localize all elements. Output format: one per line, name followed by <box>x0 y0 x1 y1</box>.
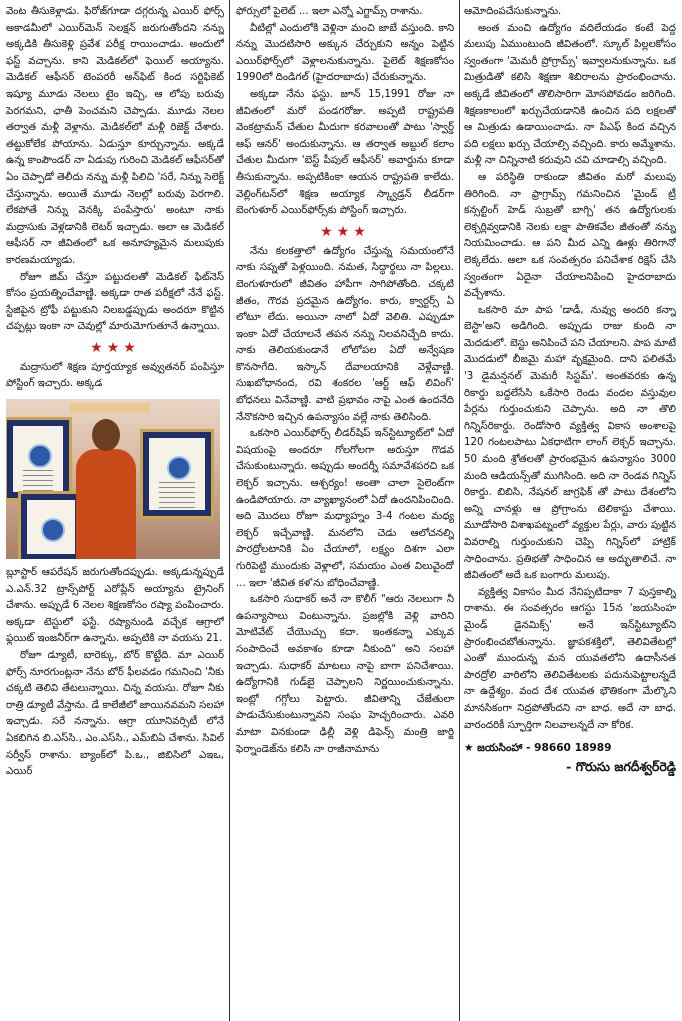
seal-icon <box>167 456 191 480</box>
person-photo <box>6 399 220 559</box>
paragraph: ఆ పరిస్థితి రాకుండా జీవితం మరో మలుపు తిరిగింది. నా ఫ్రాగ్రామ్స్ గమనించిన 'మైండ్ ట్రీ కన్సల్టింగ్ హెడ్ సుబ్రతో బాగ్చి' తన ఉద్యోగులకు లెక్చర్లివ్వడానికి నెలకు లక్షా పాతికవేల జీతంతో నన్ను నియమించాడు. ఆ పని మీద ఎన్ని ఊళ్లు తిరిగానో లెక్కలేదు. అలా ఒక సంవత్సరం పనిచేశాక రిక్షెస్ చేసి స్వంతంగా ఏదైనా చేయాలనిపించి హైదరాబాదు వచ్చేశాను. <box>464 171 676 300</box>
paragraph: అంత మంచి ఉద్యోగం వదిలేయడం కంటే పెద్ద మలుపు ఏముంటుంది జీవితంలో. స్కూల్ పిల్లలకోసం స్వంతంగా 'మెమరీ ప్రోగ్రామ్స్' ఇవ్వాలనుకున్నాను. ఒక మిత్రుడితో కలిసి శిక్షణా శిబిరాలను ప్రారంభించాను. అక్కడే జీవితంలో తొలిసారిగా మోసపోవడం జరిగింది. శిక్షణకాలంలో ఖర్చుచేయడానికి ఉంచిన పది లక్షలతో ఆ మిత్రుడు ఉడాయించాడు. నా పిఎఫ్ కింద వచ్చిన పది లక్షలు ఖర్చు చేయాల్సి వచ్చింది. కారు అమ్మేశాను. మళ్లీ నా చిన్నినాటి కరువుని చవి చూడాల్సి వచ్చింది. <box>464 22 676 167</box>
paragraph: ఒకసారి సుధాకర్ అనే నా కొలీగ్ "ఆరు నెలలుగా నీ ఉపన్యాసాలు వింటున్నాను. ప్రజల్లోకి వెళ్లి వారిని మోటివేట్ చేయొచ్చు కదా. ఇంతకన్నా ఎక్కువ సంపాదించే అవకాశం కూడా నీకుంది" అని సలహా ఇచ్చాడు. సుధాకర్ మాటలు నాపై బాగా పనిచేశాయి. ఉద్యోగానికి గుడ్‌బై చెప్పాలని నిర్ణయించుకున్నాను. ఇంట్లో గగ్గోలు పెట్టారు. జీవితాన్ని చేజేతులా పాడుచేసుకుంటున్నావని సంఘ హెచ్చరించారు. ఎవరి మాటా వినకుండా ఢిల్లీ వెళ్లి డిఫెన్స్ మంత్రి జార్జి ఫెర్నాండెజ్‌ను కలిసి నా రాజీనామాను <box>236 594 454 755</box>
paragraph: ఒకసారి మా పాప 'డాడీ, నువ్వు అందరి కన్నా బెస్టా'అని అడిగింది. అప్పుడు రాజు కుంది నా మెదడులో. బెస్టు అనిపించే పని చేయాలని. పాప మాటే మొదడులో బీజమై మహా వృక్షమైంది. దాని ఫలితమే '3 డైమన్షనల్ మెమరీ సిస్టమ్'. అంతవరకు ఉన్న రికార్డు బద్దలేసేసి ఒకేసారి రెండు వందల వస్తువుల పేర్లను గుర్తుంచుకుని చెప్పాను. అది నా తొలి గిన్నిస్‌రికార్డు. రెండోసారి వ్యక్తిత్వ వికాస అంశాలపై 120 గంటలపాటు ఏకధాటిగా లాంగ్ లెక్చర్ ఇచ్చాను. 50 మంది శ్రోతలతో ప్రారంభమైన ఉపన్యాసం 3000 మంది ఆడియన్స్‌తో ముగిసింది. అది నా రెండవ గిన్నిస్ రికార్డు. బిబిసి, నేషనల్ జాగ్రఫిక్ తో పాటు దేశంలోని అన్ని చానళ్లు ఆ ప్రోగ్రాంను టెలికాస్టు చేశాయి. మూడోసారి విశాఖపట్నంలో వ్యక్తుల పేర్లు, వారు పుట్టిన వివరాల్ని గుర్తుంచుకుని చెప్పి గిన్నిస్‌లో హాట్రిక్ సాధించాను. ప్రతిభతో సాధించిన ఆ అద్భుతాలిచే. నా జీవితంలో అదే ఒక బంగారు మలుపు. <box>464 304 676 582</box>
column-divider <box>459 0 460 1021</box>
paragraph: అక్కడా నేను ఫస్టు. జూన్ 15,1991 రోజు నా జీవితంలో మరో పండగరోజు. అప్పటి రాష్ట్రపతి వెంకట్రామన్ చేతుల మీదుగా కరవాలంతో పాటు 'స్వార్డ్ ఆఫ్ ఆనర్' అందుకున్నాను. ఆ తర్వాత అబ్దుల్ కలాం చేతుల మీదుగా 'బెస్ట్ పీపుల్ ఆఫీసర్' అవార్డును కూడా తీసుకున్నాను. అప్పటికింకా ఆయన రాష్ట్రపతి కాలేదు. వెల్లింగ్‌టన్‌లో శిక్షణ అయ్యాక స్క్వాడ్రన్ లీడర్‌గా బెంగుళూర్ ఎయిర్‌ఫోర్స్‌కు పోస్టింగ్ ఇచ్చారు. <box>236 88 454 217</box>
paragraph: వీటిల్లో ఎందులోకి వెళ్లినా మంచి జాబే వస్తుంది. కాని నన్ను మొదటిసారి అక్కున చేర్చుకుని అన్నం పెట్టిన ఎయిర్‌ఫోర్స్‌లో వెళ్లాలనుకున్నాను. పైలెట్ శిక్షణకోసం 1990లో దిండిగల్ (హైదరాబాదు) చేరుకున్నాను. <box>236 22 454 84</box>
paragraph: వెంట తీసుకెళ్లాడు. ఫిరోజ్‌గూడా దగ్గరున్న ఎయిర్ ఫోర్స్ అకాడమీలో ఎయిర్‌మెన్ సెలక్షన్ జరుగుతోందని నన్ను అక్కడికి తీసుకెళ్లి ప్రవేశ పరీక్ష రాయించాడు. అందులో ఫస్ట్ వచ్చాను. కాని మెడికల్‌లో ఫెయిల్ అయ్యాను. మెడికల్ ఆఫీసర్ టెంపరరీ అన్‌ఫిట్ కింద సర్టిఫికెట్ ఇష్యూ మూడు నెలలు టైం ఇచ్చి, ఆ లోపు బరువు పెరగమని, ఛాతీ పెంచమని చెప్పాడు. మూడు నెలల తర్వాత మళ్లీ వెళ్లాను. మెడికల్‌లో మళ్లీ రిజెక్ట్ చేశారు. తట్టుకోలేక పోయాను. ఏడుస్తూ కూర్చున్నాను. అక్కడే ఉన్న కాంపౌండర్ నా ఏడుపు గురించి మెడికల్ ఆఫీసర్‌తో ఏం చెప్పాడో తెలీదు నన్ను మళ్లీ పిలిచి 'సరే, నిన్ను సెలెక్ట్ చేస్తున్నాను. అయితే మూడు నెలల్లో బరువు పెరగాలి. లేకపోతే నిన్ను వెనక్కి పంపేస్తారు' అంటూ నాకు మద్రాసుకు వెళ్లడానికి లెటర్ ఇచ్చాడు. అలా ఆ మెడికల్ ఆఫీసర్ నా జీవితంలో ఒక అనూహ్యమైన మలుపుకు కారణమయ్యాడు. <box>6 6 224 266</box>
contact-phone: ★ జయసింహా - 98660 18989 <box>464 742 612 755</box>
paragraph: మద్రాసులో శిక్షణ పూర్తయ్యాక అవ్వుతనర్ పంపిస్తూ పోస్టింగ్ ఇచ్చారు. అక్కడ <box>6 361 224 390</box>
paragraph: రోజూ జిమ్ చేస్తూ పట్టుదలతో మెడికల్ ఫిట్‌నెస్ కోసం ప్రయత్నించేవాణ్ణి. అక్కడా రాత పరీక్షలో నేనే ఫస్ట్. స్టేజిపైన ట్రోఫీ పట్టుకుని నిలబడ్డప్పుడు అందరూ కొట్టిన చప్పట్లు ఇంకా నా చెవుల్లో మారుమోగుతూనే ఉన్నాయి. <box>6 271 224 333</box>
section-separator-stars: ★★★ <box>90 339 140 356</box>
section-separator-stars: ★★★ <box>320 223 370 240</box>
paragraph: వ్యక్తిత్వ వికాసం మీద నేనిప్పటిదాకా 7 పుస్తకాల్ని రాశాను. ఈ సంవత్సరం ఆగస్టు 15న 'జయసింహ మైండ్ డైనమిక్స్' అనే ఇన్‌స్టిట్యూట్‌ని ప్రారంభించబోతున్నాను. జ్ఞాపకశక్తిలో, తెలివితేటల్లో ఎంతో ముందున్న మన యువతలోని ఉదాసీనత పారద్రోలి వారిలోని తెలివితేటలకు పదునుపెట్టాలన్నదే నా ఉద్దేశ్యం. వంద దేశ యువత భౌతికంగా మేల్కొని మానసికంగా నిద్రపోతోందని నా బాధ. అదే నా బాధ. వారందరికీ స్ఫూర్తిగా నిలవాలన్నదే నా కోరిక. <box>464 586 676 731</box>
paragraph: ఒకసారి ఎయిర్‌ఫోర్స్ లీడర్‌షిప్ ఇన్‌స్టిట్యూట్‌లో ఏదో విషయంపై అందరూ గోలగోలగా అరుస్తూ గొడవ చేసుకుంటున్నారు. అప్పుడు అందర్నీ సమావేశపరచి ఒక లెక్చర్ ఇచ్చాను. ఆశ్చర్యం! అంతా చాలా సైలెంట్‌గా ఉండిపోయారు. నా వ్యాఖ్యానంలో ఏదో ఉందనిపించింది. అది మొదలు రోజూ మధ్యాహ్నం 3-4 గంటల మధ్య లెక్చర్ ఇచ్చేవాణ్ణి. మనలోని చెడు ఆలోచనల్ని పారద్రోలటానికి ఏం చేయాలో, లక్ష్యం దిశ‌‌గా ఎలా గురిపెట్టి ముందుకు వెళ్లాలో, సమయం ఎంత విలువైందో ... ఇలా 'జీవిత కళ'ను బోధించేవాణ్ణి. <box>236 428 454 589</box>
certificate-frame-bottom <box>18 491 84 559</box>
column-divider <box>229 0 230 1021</box>
column-3 <box>464 4 676 1017</box>
person-figure <box>76 419 136 559</box>
certificate-frame-right <box>140 429 214 519</box>
paragraph: నేను కలకత్తాలో ఉద్యోగం చేస్తున్న సమయంలోనే నాకు సప్నతో పెళ్లయింది. నమత, సిద్ధార్థలు నా పిల్లలు. బెంగుళూరులో జీవితం హాపీగా సాగిపోతోంది. చక్కటి జీతం, గౌరవ ప్రదమైన ఉద్యోగం. కారు, క్వార్టర్స్ ఏ లోటూ లేదు. అయినా నాలో ఏదో వెలితి. ఎప్పుడూ ఇంకా ఏదో చేయాలనే తపన నన్ను నిలవనిచ్చేది కాదు. నాకు తెలియకుండానే లోలోపల ఏదో అన్వేషణ కొనసాగేది. ఇస్కాన్ దేవాలయానికి వెళ్లేవాణ్ణి. సుఖబోధానంద, రవి శంకరల 'ఆర్ట్ ఆఫ్ లివింగ్' బోధనలు వినేవాణ్ణి. వాటి ప్రభావం నాపై ఎంత ఉందనేది నేనొకసారి ఇచ్చిన ఉపన్యాసం వల్లే నాకు తెలిసింది. <box>236 245 454 423</box>
paragraph: రోజూ డ్యూటీ, బారెక్కు, బోర్ కొట్టేది. మా ఎయిర్ ఫోర్స్ నూరగుంట్లనా నేను బోర్ ఫీలవడం గమనించి 'నీకు చక్కటి తెలివి తేటలున్నాయి. చిన్న వయసు. రోజూ నీకు రాత్రి డ్యూటీ వేస్తాను. డే కాలేజీలో జాయినవమని సలహా ఇచ్చాడు. సరే నన్నాను. ఆగ్రా యూనివర్సిటీ లోనే ఏకబిగిన బి.ఎస్‌సి., ఎం.ఎస్‌సి., ఎమ్‌బిఏ చేశాను. సివిల్ సర్వీస్ రాశాను. బ్యాంక్‌లో పి.ఒ., జిబిసిలో ఎఇఒ, ఎయిర్ <box>6 650 224 778</box>
seal-icon <box>28 444 52 468</box>
column-1 <box>6 4 224 1017</box>
paragraph: ఫోర్సులో పైలెట్ ... ఇలా ఎన్నో ఎగ్జామ్స్ రాశాను. <box>236 6 423 17</box>
paragraph: ఆమోదింపచేసుకున్నాను. <box>464 6 562 17</box>
seal-icon <box>41 518 65 542</box>
paragraph: బ్లూస్టార్ ఆపరేషన్ జరుగుతోందప్పుడు. అక్కడున్నప్పుడే ఎ.ఎన్.32 ట్రాన్స్‌పోర్ట్ ఎరోప్లేన్ అయ్యాను ట్రైనింగ్ చేశాను. అప్పుడే 6 నెలల శిక్షణకోసం రష్యా పంపించారు. అక్కడా టెస్టులో ఫస్టే. రష్యానుండి వచ్చేక ఆగ్రాలో ఫ్లయిట్ ఇంజనీర్‌గా ఉన్నాను. అప్పటికి నా వయసు 21. <box>6 567 224 645</box>
byline <box>464 740 676 775</box>
certificate-frame-left <box>6 417 72 501</box>
column-2 <box>236 4 454 1017</box>
banner-strip <box>70 403 150 413</box>
author-name: - గొరుసు జగదీశ్వర్‌రెడ్డి <box>566 758 676 774</box>
